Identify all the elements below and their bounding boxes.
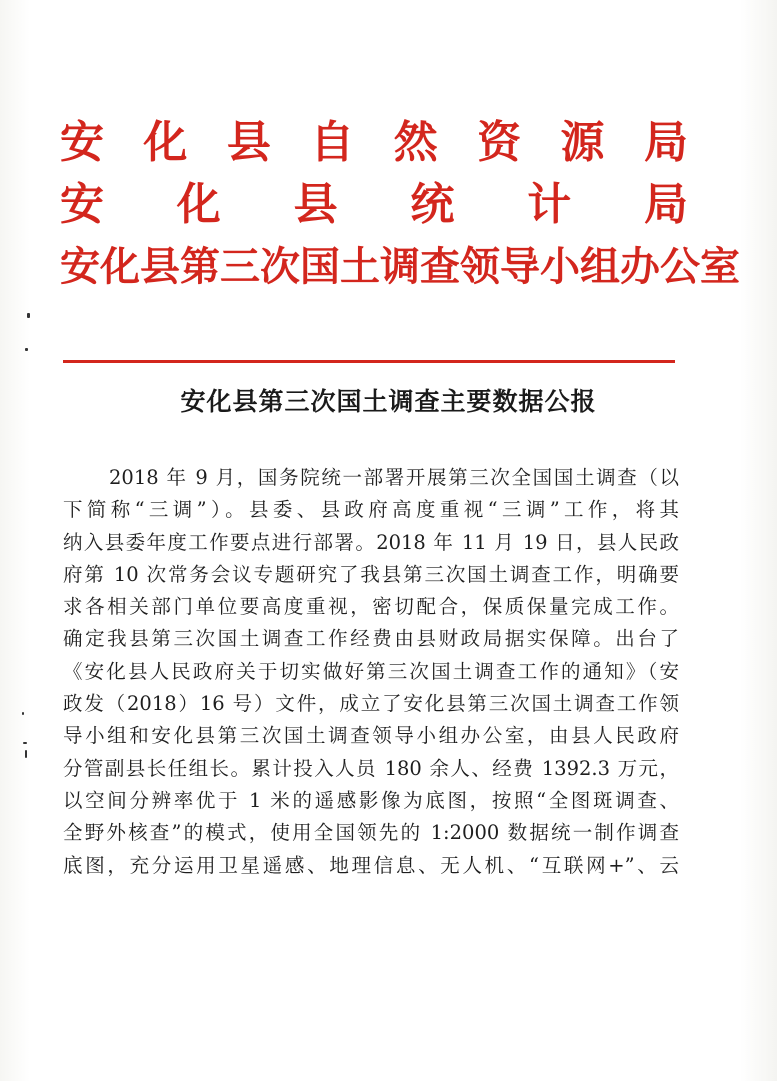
header-character: 导	[500, 243, 540, 290]
body-line: 政发（2018）16 号）文件，成立了安化县第三次国土调查工作领	[63, 692, 679, 716]
body-line: 全野外核查”的模式，使用全国领先的 1:2000 数据统一制作调查	[63, 821, 679, 845]
header-character: 安	[60, 179, 104, 230]
body-line: 求各相关部门单位要高度重视，密切配合，保质保量完成工作。	[63, 595, 679, 619]
header-character: 次	[260, 243, 300, 290]
document-title: 安化县第三次国土调查主要数据公报	[180, 387, 597, 416]
header-character: 国	[300, 243, 340, 290]
header-character: 化	[176, 179, 221, 230]
header-character: 统	[410, 179, 455, 230]
body-line: 纳入县委年度工作要点进行部署。2018 年 11 月 19 日，县人民政	[63, 530, 679, 554]
header-line-natural-resources-bureau	[60, 112, 688, 174]
header-character: 局	[643, 179, 688, 230]
header-character: 计	[527, 179, 572, 230]
header-character: 办	[620, 243, 660, 290]
body-line: 底图，充分运用卫星遥感、地理信息、无人机、“互联网+”、云	[63, 853, 679, 877]
header-character: 公	[660, 243, 700, 290]
issuing-authorities-header	[60, 112, 740, 298]
header-character: 三	[220, 243, 260, 290]
header-character: 县	[293, 179, 338, 230]
body-line: 2018 年 9 月，国务院统一部署开展第三次全国国土调查（以	[109, 466, 679, 489]
body-line: 府第 10 次常务会议专题研究了我县第三次国土调查工作，明确要	[63, 562, 679, 586]
header-character: 调	[380, 243, 420, 290]
header-character: 组	[580, 243, 620, 290]
red-header-rule	[63, 360, 675, 363]
body-line: 下简称“三调”）。县委、县政府高度重视“三调”工作，将其	[63, 498, 679, 522]
header-character: 室	[700, 243, 740, 290]
header-character: 查	[420, 243, 460, 290]
body-line: 导小组和安化县第三次国土调查领导小组办公室，由县人民政府	[63, 724, 679, 748]
header-character: 第	[180, 243, 220, 290]
header-character: 资	[477, 117, 522, 168]
header-character: 土	[340, 243, 380, 290]
header-character: 小	[540, 243, 580, 290]
body-line: 分管副县长任组长。累计投入人员 180 余人、经费 1392.3 万元，	[63, 756, 679, 780]
header-character: 县	[140, 243, 180, 290]
scan-mark	[22, 712, 24, 715]
body-paragraph	[63, 462, 679, 882]
header-character: 县	[226, 117, 271, 168]
body-line: 以空间分辨率优于 1 米的遥感影像为底图，按照“全图斑调查、	[63, 788, 679, 812]
header-character: 然	[393, 117, 438, 168]
header-character: 安	[60, 117, 104, 168]
header-character: 局	[643, 117, 688, 168]
header-character: 安	[60, 243, 100, 290]
body-line: 确定我县第三次国土调查工作经费由县财政局据实保障。出台了	[63, 627, 679, 651]
scan-mark	[25, 750, 27, 758]
scan-mark	[23, 742, 27, 744]
header-line-survey-office	[60, 236, 740, 298]
header-character: 领	[460, 243, 500, 290]
body-line: 《安化县人民政府关于切实做好第三次国土调查工作的通知》（安	[63, 659, 679, 683]
scan-mark	[27, 313, 30, 318]
scan-mark	[25, 348, 28, 351]
header-character: 化	[143, 117, 188, 168]
header-line-statistics-bureau	[60, 174, 688, 236]
header-character: 源	[560, 117, 605, 168]
header-character: 化	[100, 243, 140, 290]
header-character: 自	[310, 117, 355, 168]
